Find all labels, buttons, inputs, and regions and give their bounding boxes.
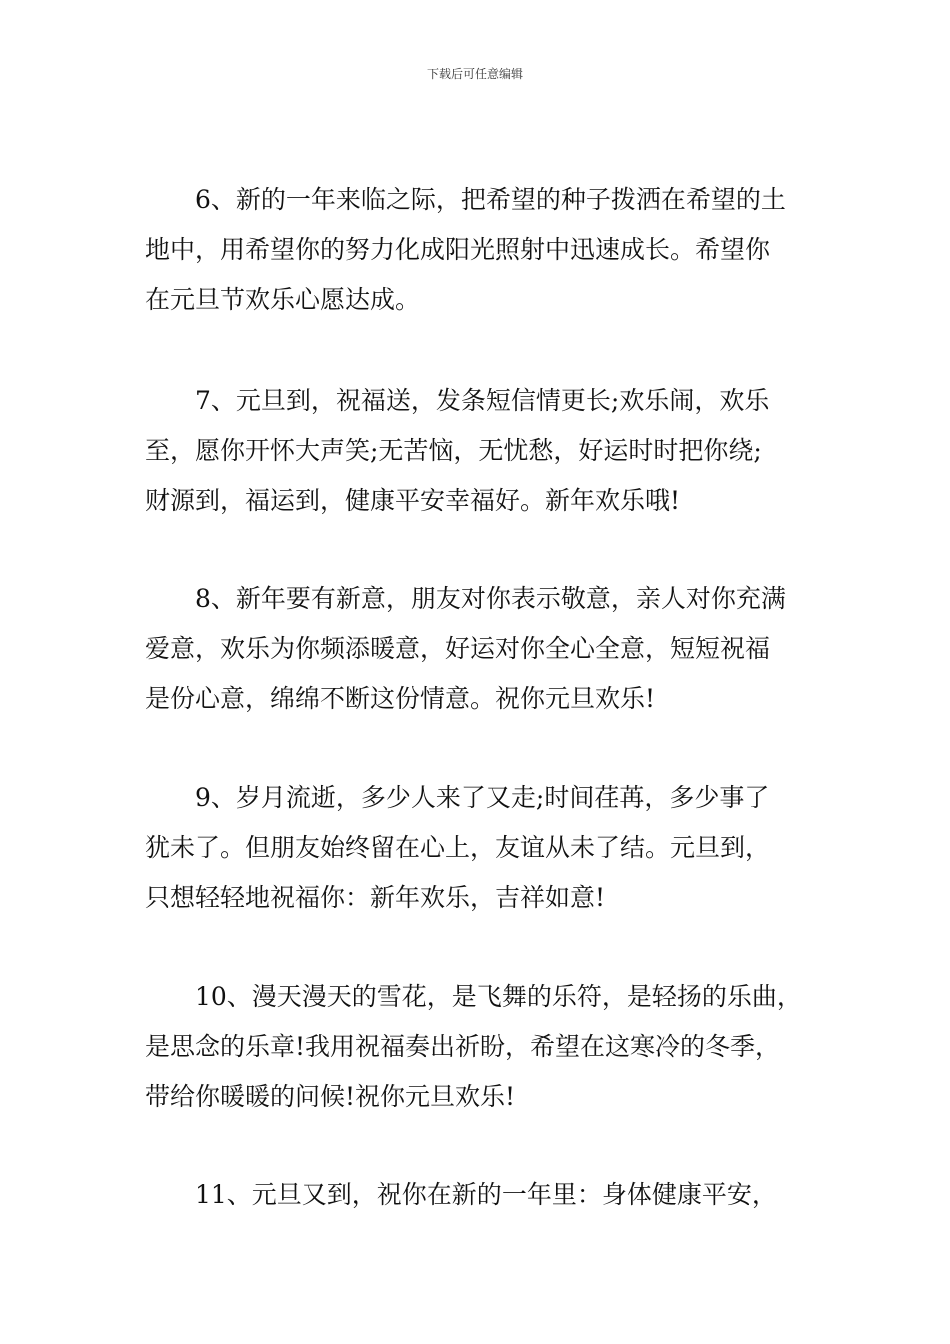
paragraph-line: 带给你暖暖的问候!祝你元旦欢乐! bbox=[145, 1082, 516, 1111]
greeting-paragraph-11 bbox=[145, 1170, 835, 1220]
paragraph-line: 6、新的一年来临之际，把希望的种子拨洒在希望的土 bbox=[195, 185, 786, 214]
paragraph-line: 10、漫天漫天的雪花，是飞舞的乐符，是轻扬的乐曲， bbox=[195, 982, 802, 1011]
greeting-paragraph-6 bbox=[145, 175, 835, 325]
greeting-paragraph-8 bbox=[145, 574, 835, 724]
paragraph-line: 财源到，福运到，健康平安幸福好。新年欢乐哦! bbox=[145, 486, 681, 515]
paragraph-line: 地中，用希望你的努力化成阳光照射中迅速成长。希望你 bbox=[145, 235, 771, 264]
paragraph-line: 是思念的乐章!我用祝福奏出祈盼，希望在这寒冷的冬季， bbox=[145, 1032, 781, 1061]
paragraph-line: 9、岁月流逝，多少人来了又走;时间荏苒，多少事了 bbox=[195, 783, 770, 812]
paragraph-line: 7、元旦到，祝福送，发条短信情更长;欢乐闹，欢乐 bbox=[195, 386, 770, 415]
paragraph-line: 至，愿你开怀大声笑;无苦恼，无忧愁，好运时时把你绕; bbox=[145, 436, 762, 465]
page-header-note: 下载后可任意编辑 bbox=[426, 67, 523, 81]
greeting-paragraph-7 bbox=[145, 376, 835, 526]
paragraph-line: 爱意，欢乐为你频添暖意，好运对你全心全意，短短祝福 bbox=[145, 634, 771, 663]
paragraph-line: 犹未了。但朋友始终留在心上，友谊从未了结。元旦到， bbox=[145, 833, 771, 862]
greeting-paragraph-10 bbox=[145, 972, 835, 1122]
paragraph-line: 8、新年要有新意，朋友对你表示敬意，亲人对你充满 bbox=[195, 584, 786, 613]
paragraph-line: 只想轻轻地祝福你：新年欢乐，吉祥如意! bbox=[145, 883, 606, 912]
greeting-paragraph-9 bbox=[145, 773, 835, 923]
paragraph-line: 在元旦节欢乐心愿达成。 bbox=[145, 285, 421, 314]
paragraph-line: 11、元旦又到，祝你在新的一年里：身体健康平安， bbox=[195, 1180, 777, 1209]
paragraph-line: 是份心意，绵绵不断这份情意。祝你元旦欢乐! bbox=[145, 684, 656, 713]
